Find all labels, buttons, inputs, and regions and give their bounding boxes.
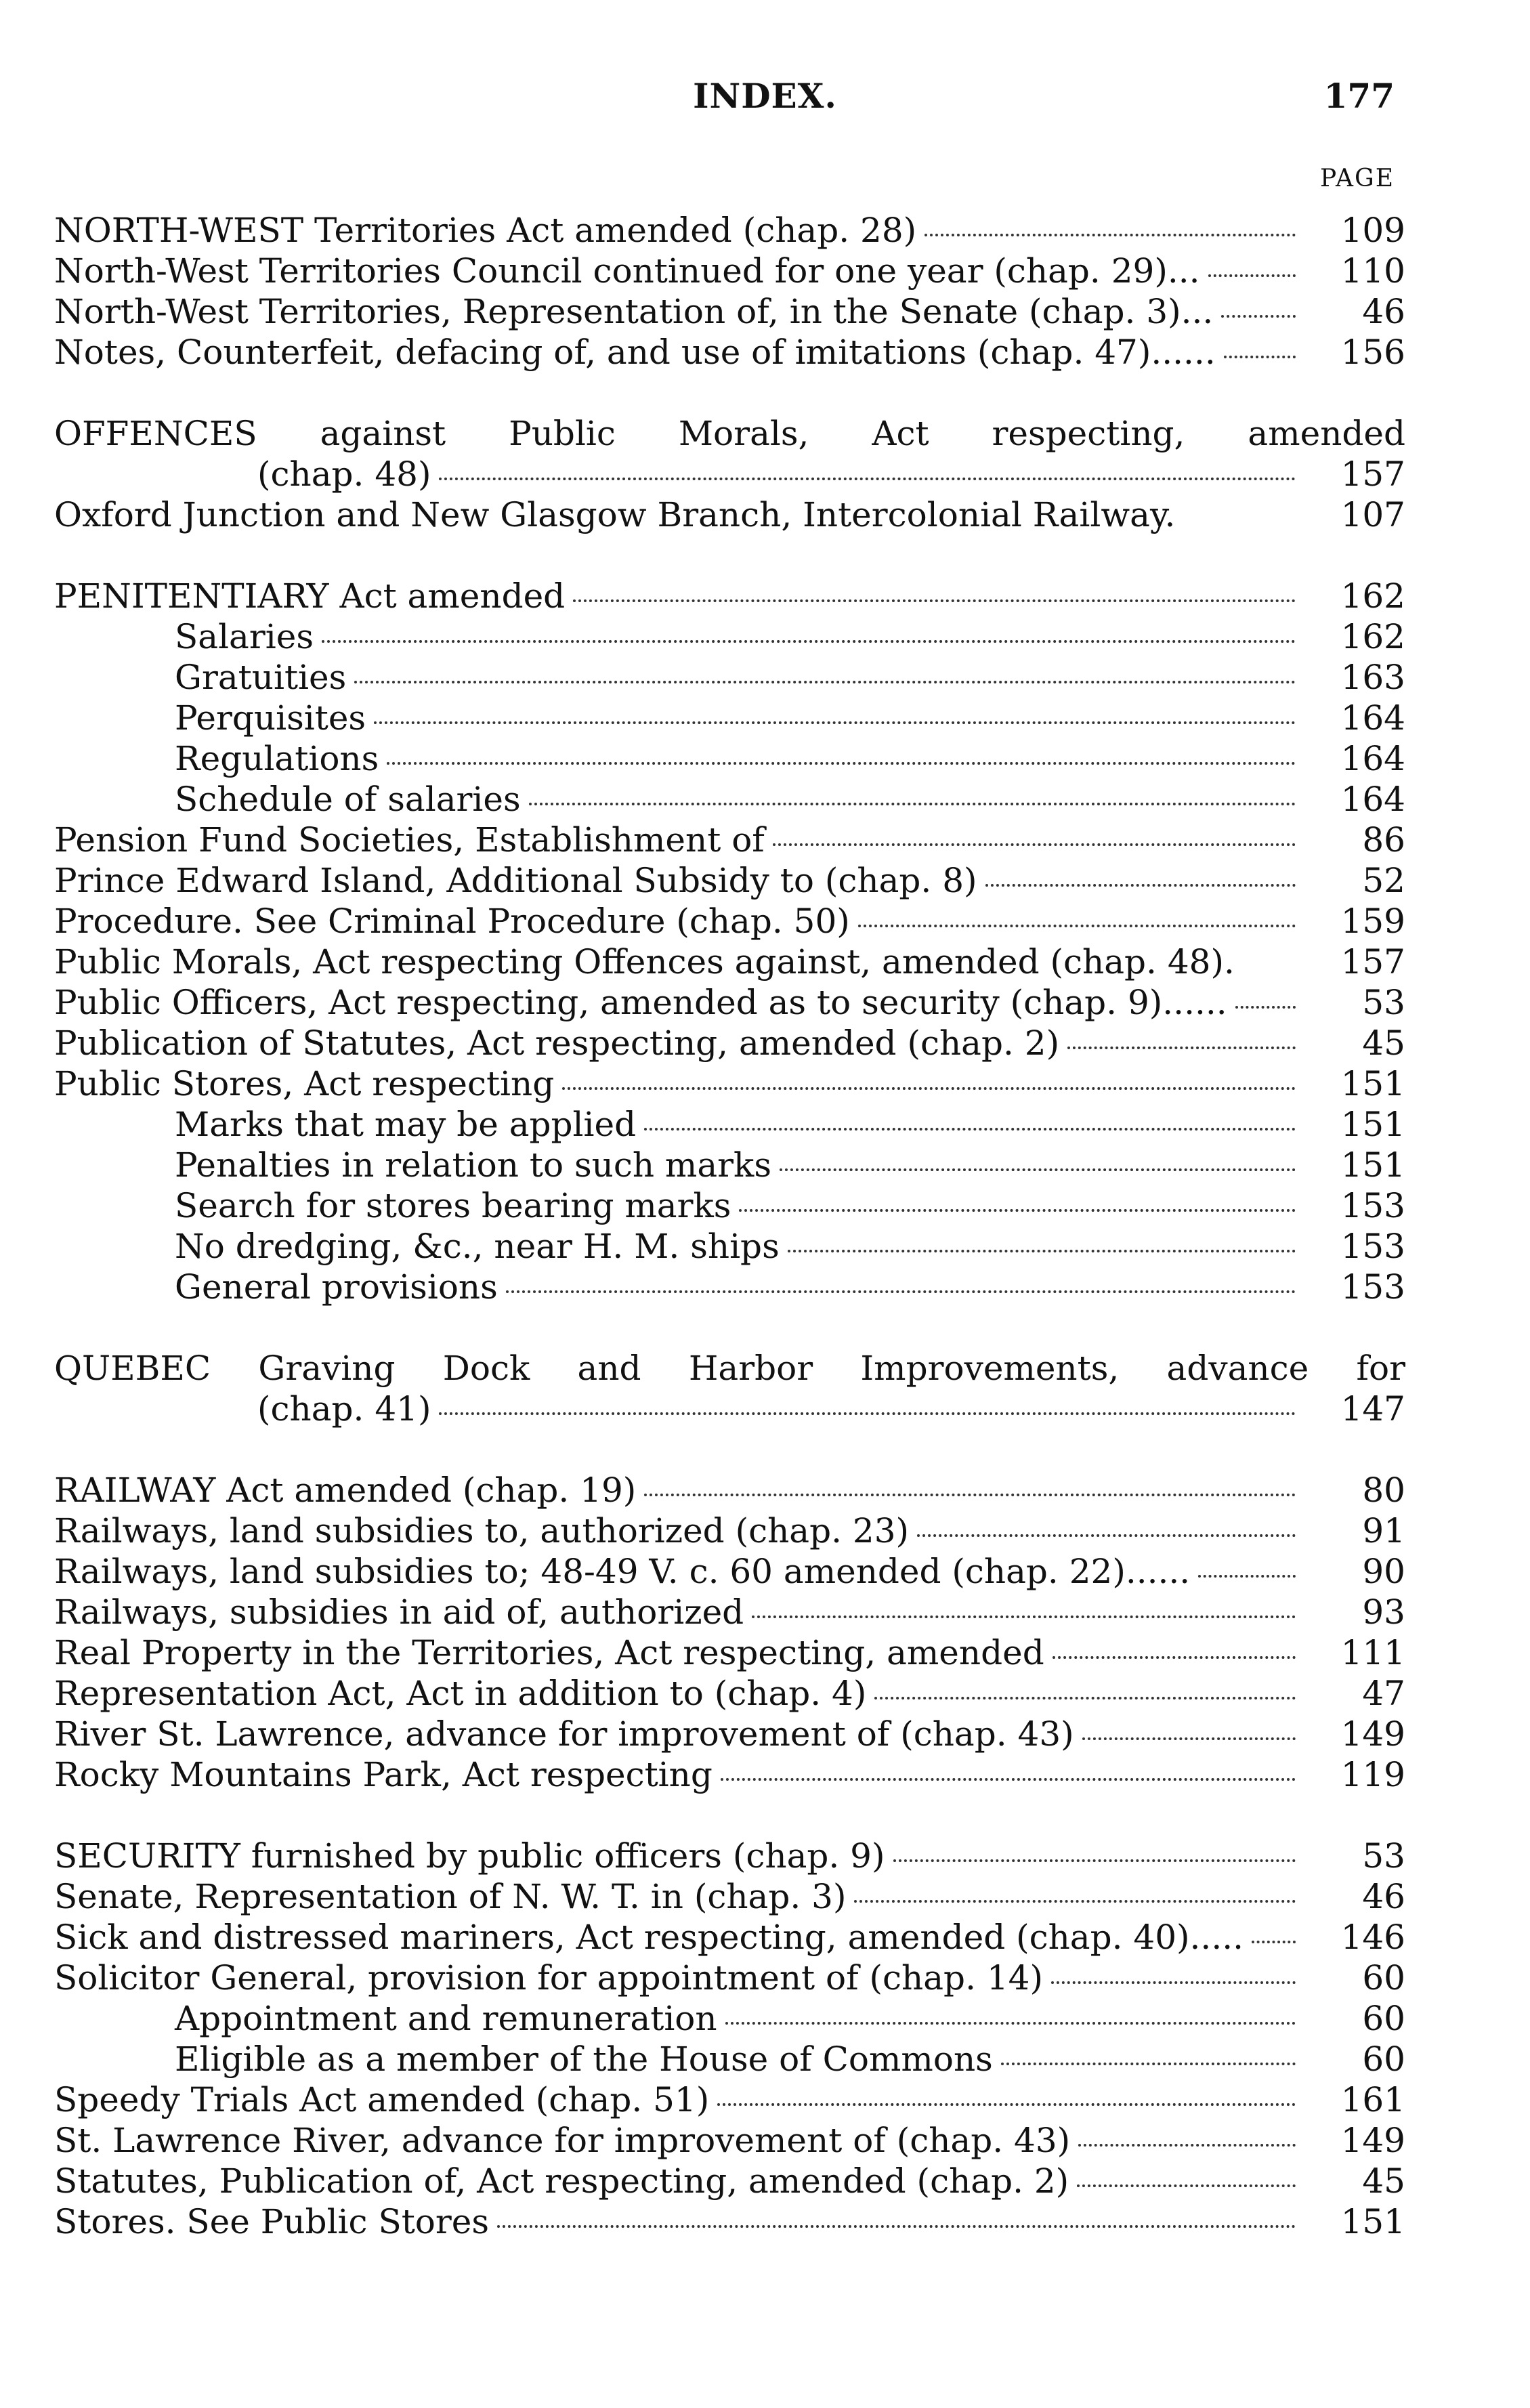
entry-page-number: 53 <box>1362 983 1405 1022</box>
entry-page-number: 162 <box>1340 576 1405 616</box>
entry-page-number: 90 <box>1362 1552 1405 1591</box>
entry-page-number: 111 <box>1340 1633 1405 1672</box>
entry-page-number: 157 <box>1340 942 1405 981</box>
entry-page-number: 157 <box>1340 455 1405 494</box>
section-gap <box>54 1795 1405 1836</box>
index-entry <box>54 1714 1405 1754</box>
page-header <box>0 76 1530 123</box>
entry-text: Public Morals, Act respecting Offences against, amended (chap. 48). <box>54 942 1235 981</box>
dot-leader <box>562 1087 1296 1090</box>
index-entry <box>54 210 1405 251</box>
dot-leader <box>773 843 1296 846</box>
section-gap <box>54 1307 1405 1348</box>
entry-text: Railways, land subsidies to; 48-49 V. c. 60 amended (chap. 22)...... <box>54 1552 1191 1591</box>
index-entry <box>54 942 1405 982</box>
entry-text-continued: (chap. 41) <box>257 1389 431 1429</box>
entry-page-number: 161 <box>1340 2080 1405 2119</box>
index-entry <box>54 1470 1405 1511</box>
entry-text: Senate, Representation of N. W. T. in (chap. 3) <box>54 1877 847 1916</box>
page-title: INDEX. <box>693 76 837 116</box>
entry-page-number: 52 <box>1362 861 1405 900</box>
entry-page-number: 151 <box>1340 1064 1405 1103</box>
dot-leader <box>893 1859 1296 1862</box>
index-subentry <box>54 779 1405 820</box>
index-subentry <box>54 657 1405 698</box>
dot-leader <box>439 1412 1296 1415</box>
index-subentry <box>54 738 1405 779</box>
dot-leader <box>644 1494 1296 1496</box>
index-subentry <box>54 1998 1405 2039</box>
index-subentry <box>54 1185 1405 1226</box>
index-entry <box>54 291 1405 332</box>
entry-text: Salaries <box>175 617 314 656</box>
index-entry <box>54 413 1405 494</box>
index-entry <box>54 1551 1405 1592</box>
entry-text: Representation Act, Act in addition to (chap. 4) <box>54 1674 867 1713</box>
entry-page-number: 164 <box>1340 739 1405 778</box>
entry-text: Statutes, Publication of, Act respecting, amended (chap. 2) <box>54 2161 1069 2201</box>
entry-text: North-West Territories, Representation of, in the Senate (chap. 3)... <box>54 292 1214 331</box>
dot-leader <box>925 234 1296 236</box>
dot-leader <box>1067 1047 1296 1049</box>
entry-text: Eligible as a member of the House of Commons <box>175 2040 993 2079</box>
entry-text: Perquisites <box>175 698 366 738</box>
entry-text: St. Lawrence River, advance for improvement of (chap. 43) <box>54 2121 1071 2160</box>
section-gap <box>54 535 1405 576</box>
index-entry <box>54 2120 1405 2161</box>
index-entry <box>54 2161 1405 2201</box>
entry-text: Schedule of salaries <box>175 780 521 819</box>
index-entry <box>54 1754 1405 1795</box>
entry-text: No dredging, &c., near H. M. ships <box>175 1227 780 1266</box>
entry-text: QUEBEC Graving Dock and Harbor Improvements, advance for <box>54 1349 1405 1388</box>
dot-leader <box>439 478 1296 480</box>
index-entry <box>54 1023 1405 1063</box>
dot-leader <box>644 1128 1296 1131</box>
index-entry <box>54 1511 1405 1551</box>
dot-leader <box>322 640 1296 643</box>
index-entry <box>54 1958 1405 1998</box>
entry-page-number: 93 <box>1362 1592 1405 1632</box>
entry-page-number: 151 <box>1340 1105 1405 1144</box>
section-gap <box>54 1429 1405 1470</box>
index-entry <box>54 2079 1405 2120</box>
entry-text: River St. Lawrence, advance for improvement of (chap. 43) <box>54 1714 1074 1754</box>
dot-leader <box>1051 1981 1296 1984</box>
entry-text: Railways, subsidies in aid of, authorized <box>54 1592 744 1632</box>
entry-text: Notes, Counterfeit, defacing of, and use of imitations (chap. 47)...... <box>54 333 1216 372</box>
entry-page-number: 46 <box>1362 1877 1405 1916</box>
dot-leader <box>387 762 1296 765</box>
dot-leader <box>374 721 1296 724</box>
entry-text: PENITENTIARY Act amended <box>54 576 566 616</box>
index-entry <box>54 982 1405 1023</box>
entry-text: NORTH-WEST Territories Act amended (chap. 28) <box>54 211 917 250</box>
dot-leader <box>721 1778 1296 1781</box>
entry-text: Real Property in the Territories, Act respecting, amended <box>54 1633 1044 1672</box>
entry-text: Prince Edward Island, Additional Subsidy to (chap. 8) <box>54 861 977 900</box>
index-subentry <box>54 1226 1405 1267</box>
entry-text: Public Officers, Act respecting, amended as to security (chap. 9)...... <box>54 983 1227 1022</box>
dot-leader <box>717 2103 1296 2106</box>
entry-text: General provisions <box>175 1267 498 1307</box>
index-entry <box>54 1632 1405 1673</box>
entry-page-number: 162 <box>1340 617 1405 656</box>
entry-text: Pension Fund Societies, Establishment of <box>54 820 765 860</box>
index-entry <box>54 860 1405 901</box>
index-entry <box>54 1592 1405 1632</box>
dot-leader <box>739 1209 1296 1212</box>
dot-leader <box>497 2225 1296 2228</box>
entry-page-number: 45 <box>1362 2161 1405 2201</box>
entry-text: Gratuities <box>175 658 347 697</box>
dot-leader <box>788 1250 1296 1252</box>
dot-leader <box>354 681 1296 683</box>
page-column-label: PAGE <box>1320 165 1395 192</box>
entry-page-number: 153 <box>1340 1186 1405 1225</box>
entry-text: Search for stores bearing marks <box>175 1186 731 1225</box>
entry-text: Penalties in relation to such marks <box>175 1145 772 1185</box>
dot-leader <box>725 2022 1296 2025</box>
index-entry <box>54 1917 1405 1958</box>
entry-page-number: 80 <box>1362 1471 1405 1510</box>
entry-page-number: 107 <box>1340 495 1405 534</box>
entry-page-number: 149 <box>1340 1714 1405 1754</box>
entry-page-number: 164 <box>1340 698 1405 738</box>
dot-leader <box>985 884 1296 887</box>
entry-text: RAILWAY Act amended (chap. 19) <box>54 1471 637 1510</box>
entry-page-number: 110 <box>1340 251 1405 291</box>
entry-page-number: 53 <box>1362 1836 1405 1876</box>
dot-leader <box>1224 356 1296 358</box>
entry-page-number: 119 <box>1340 1755 1405 1794</box>
entry-page-number: 86 <box>1362 820 1405 860</box>
index-entry <box>54 251 1405 291</box>
entry-page-number: 146 <box>1340 1918 1405 1957</box>
entry-page-number: 60 <box>1362 1958 1405 1998</box>
entry-page-number: 151 <box>1340 1145 1405 1185</box>
index-subentry <box>54 616 1405 657</box>
entry-text: North-West Territories Council continued for one year (chap. 29)... <box>54 251 1200 291</box>
entry-page-number: 45 <box>1362 1023 1405 1063</box>
index-entry <box>54 1673 1405 1714</box>
entry-text: Stores. See Public Stores <box>54 2202 490 2241</box>
entry-page-number: 151 <box>1340 2202 1405 2241</box>
entry-page-number: 60 <box>1362 2040 1405 2079</box>
page-number: 177 <box>1323 76 1395 116</box>
dot-leader <box>506 1290 1296 1293</box>
entry-page-number: 159 <box>1340 902 1405 941</box>
index-entry <box>54 576 1405 616</box>
index-entry <box>54 1836 1405 1876</box>
entry-page-number: 109 <box>1340 211 1405 250</box>
section-gap <box>54 373 1405 413</box>
index-entry <box>54 1063 1405 1104</box>
index-subentry <box>54 1145 1405 1185</box>
dot-leader <box>573 599 1296 602</box>
dot-leader <box>780 1168 1296 1171</box>
index-subentry <box>54 1104 1405 1145</box>
entry-page-number: 46 <box>1362 292 1405 331</box>
dot-leader <box>1053 1656 1296 1659</box>
entry-page-number: 164 <box>1340 780 1405 819</box>
index-list <box>54 210 1405 2242</box>
entry-text: Solicitor General, provision for appointment of (chap. 14) <box>54 1958 1043 1998</box>
entry-page-number: 147 <box>1340 1389 1405 1429</box>
index-entry <box>54 901 1405 942</box>
entry-text: Publication of Statutes, Act respecting, amended (chap. 2) <box>54 1023 1060 1063</box>
dot-leader <box>529 803 1296 805</box>
index-subentry <box>54 2039 1405 2079</box>
index-entry <box>54 1876 1405 1917</box>
dot-leader <box>854 1900 1296 1903</box>
entry-page-number: 153 <box>1340 1267 1405 1307</box>
dot-leader <box>1001 2063 1296 2065</box>
dot-leader <box>858 925 1296 927</box>
index-entry <box>54 2201 1405 2242</box>
entry-page-number: 91 <box>1362 1511 1405 1550</box>
entry-text-continued: (chap. 48) <box>257 455 431 494</box>
entry-text: Sick and distressed mariners, Act respecting, amended (chap. 40)..... <box>54 1918 1244 1957</box>
dot-leader <box>1221 315 1296 318</box>
index-entry <box>54 1348 1405 1429</box>
index-entry <box>54 494 1405 535</box>
dot-leader <box>1252 1941 1296 1943</box>
dot-leader <box>874 1697 1296 1699</box>
dot-leader <box>1082 1737 1296 1740</box>
index-subentry <box>54 1267 1405 1307</box>
entry-text: Rocky Mountains Park, Act respecting <box>54 1755 713 1794</box>
entry-text: Speedy Trials Act amended (chap. 51) <box>54 2080 710 2119</box>
index-subentry <box>54 698 1405 738</box>
entry-page-number: 163 <box>1340 658 1405 697</box>
entry-page-number: 156 <box>1340 333 1405 372</box>
dot-leader <box>1198 1575 1296 1578</box>
dot-leader <box>917 1534 1296 1537</box>
dot-leader <box>1208 274 1296 277</box>
entry-text: Appointment and remuneration <box>175 1999 717 2038</box>
entry-page-number: 47 <box>1362 1674 1405 1713</box>
entry-text: OFFENCES against Public Morals, Act respecting, amended <box>54 414 1405 453</box>
entry-text: Marks that may be applied <box>175 1105 637 1144</box>
entry-text: Railways, land subsidies to, authorized (chap. 23) <box>54 1511 910 1550</box>
entry-text: SECURITY furnished by public officers (chap. 9) <box>54 1836 885 1876</box>
entry-page-number: 149 <box>1340 2121 1405 2160</box>
entry-text: Public Stores, Act respecting <box>54 1064 555 1103</box>
entry-text: Oxford Junction and New Glasgow Branch, Intercolonial Railway. <box>54 495 1176 534</box>
entry-page-number: 60 <box>1362 1999 1405 2038</box>
index-entry <box>54 820 1405 860</box>
dot-leader <box>1077 2184 1296 2187</box>
entry-page-number: 153 <box>1340 1227 1405 1266</box>
dot-leader <box>752 1615 1296 1618</box>
entry-text: Regulations <box>175 739 379 778</box>
dot-leader <box>1078 2144 1296 2147</box>
dot-leader <box>1235 1006 1296 1009</box>
index-entry <box>54 332 1405 373</box>
entry-text: Procedure. See Criminal Procedure (chap. 50) <box>54 902 850 941</box>
